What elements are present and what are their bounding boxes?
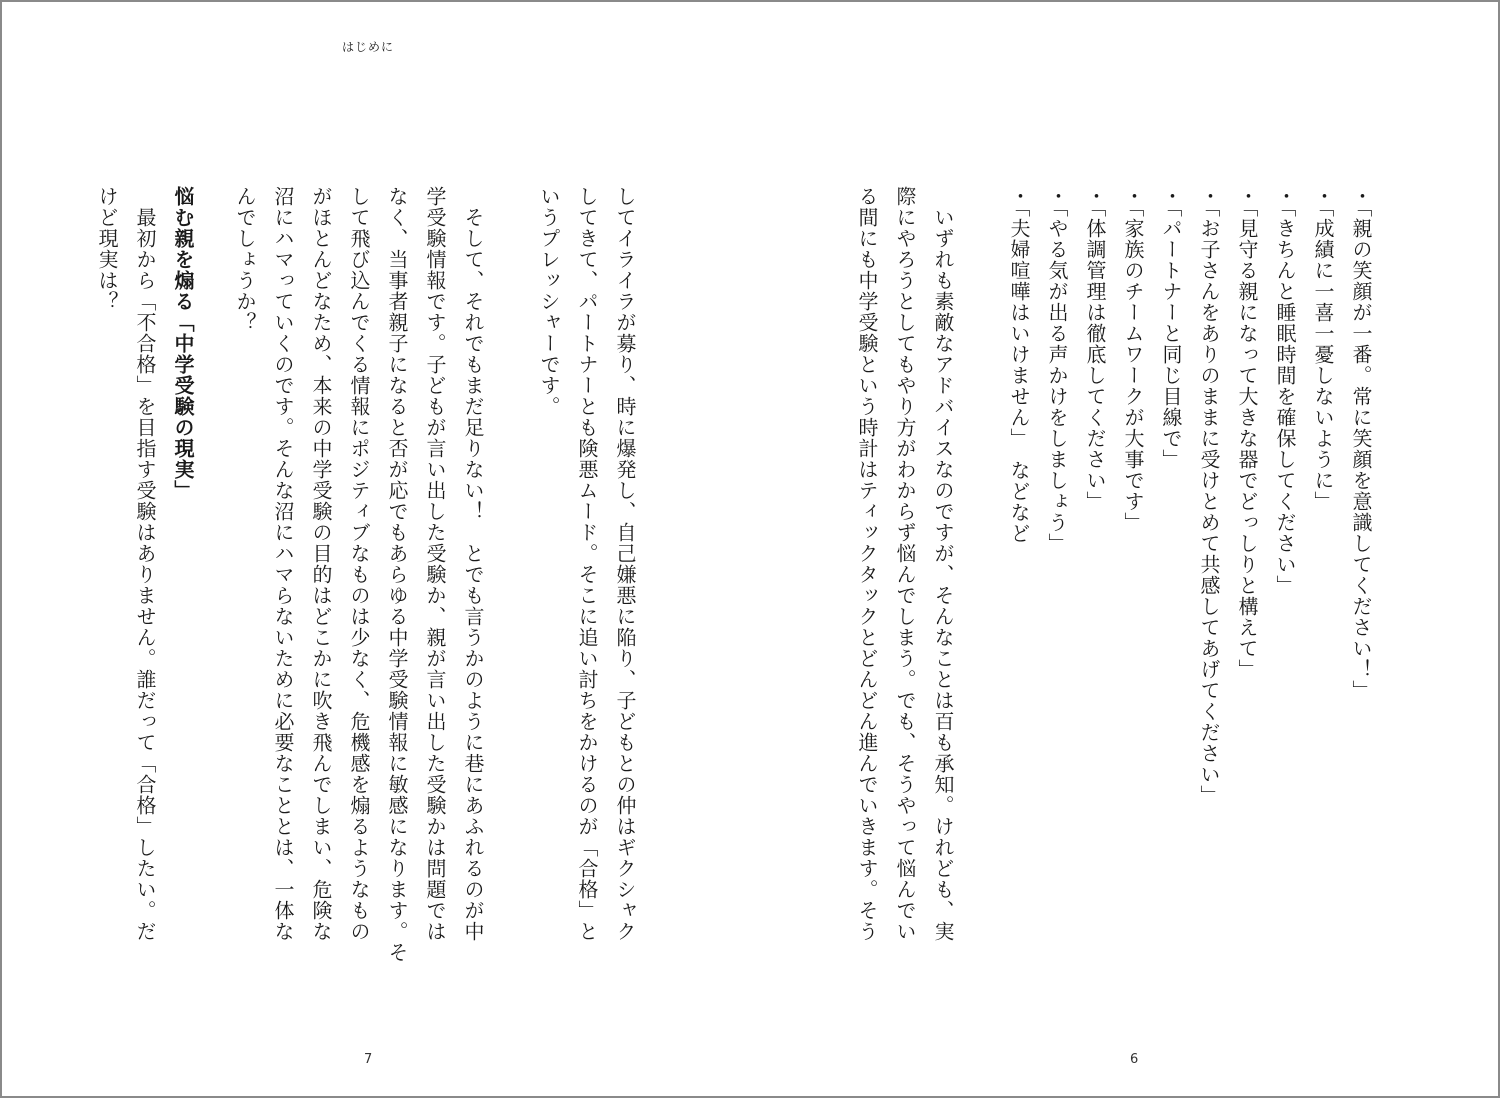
body-text-line: けど現実は？ xyxy=(95,186,119,312)
advice-line: ・「夫婦喧嘩はいけません」 などなど xyxy=(1007,186,1031,544)
body-text-line: がほとんどなため、本来の中学受験の目的はどこかに吹き飛んでしまい、危険な xyxy=(309,186,333,942)
advice-line: ・「やる気が出る声かけをしましょう」 xyxy=(1045,186,1069,554)
advice-line: ・「親の笑顔が一番。常に笑顔を意識してください！」 xyxy=(1349,186,1373,701)
body-text-line: いうプレッシャーです。 xyxy=(537,186,561,417)
body-text-line: 学受験情報です。子どもが言い出した受験か、親が言い出した受験かは問題では xyxy=(423,186,447,942)
running-head: はじめに xyxy=(342,40,395,54)
blank-line xyxy=(968,186,994,1006)
advice-line: ・「体調管理は徹底してください」 xyxy=(1083,186,1107,512)
page-number-left: 7 xyxy=(364,1052,373,1067)
body-text-line: いずれも素敵なアドバイスなのですが、そんなことは百も承知。けれども、実 xyxy=(931,186,955,942)
page-number-right: 6 xyxy=(1130,1052,1139,1067)
body-text-line: して飛び込んでくる情報にポジティブなものは少なく、危機感を煽るようなもの xyxy=(347,186,371,942)
section-heading: 悩む親を煽る「中学受験の現実」 xyxy=(171,186,195,501)
advice-line: ・「きちんと睡眠時間を確保してください」 xyxy=(1273,186,1297,596)
body-text-line: してきて、パートナーとも険悪ムード。そこに追い討ちをかけるのが「合格」と xyxy=(575,186,599,942)
body-text-line: 最初から「不合格」を目指す受験はありません。誰だって「合格」したい。だ xyxy=(133,186,157,942)
body-text-line: してイライラが募り、時に爆発し、自己嫌悪に陥り、子どもとの仲はギクシャク xyxy=(613,186,637,942)
advice-line: ・「見守る親になって大きな器でどっしりと構えて」 xyxy=(1235,186,1259,680)
body-text-line: る間にも中学受験という時計はティックタックとどんどん進んでいきます。そう xyxy=(855,186,879,942)
blank-line xyxy=(498,186,524,1006)
body-text-line: んでしょうか？ xyxy=(233,186,257,333)
body-text-line: なく、当事者親子になると否が応でもあらゆる中学受験情報に敏感になります。そ xyxy=(385,186,409,963)
advice-line: ・「パートナーと同じ目線で」 xyxy=(1159,186,1183,470)
advice-line: ・「成績に一喜一憂しないように」 xyxy=(1311,186,1335,512)
body-text-line: 際にやろうとしてもやり方がわからず悩んでしまう。でも、そうやって悩んでい xyxy=(893,186,917,942)
advice-line: ・「家族のチームワークが大事です」 xyxy=(1121,186,1145,533)
advice-line: ・「お子さんをありのままに受けとめて共感してあげてください」 xyxy=(1197,186,1221,806)
body-text-line: 沼にハマっていくのです。そんな沼にハマらないために必要なこととは、一体な xyxy=(271,186,295,942)
body-text-line: そして、それでもまだ足りない！ とでも言うかのように巷にあふれるのが中 xyxy=(461,186,485,942)
